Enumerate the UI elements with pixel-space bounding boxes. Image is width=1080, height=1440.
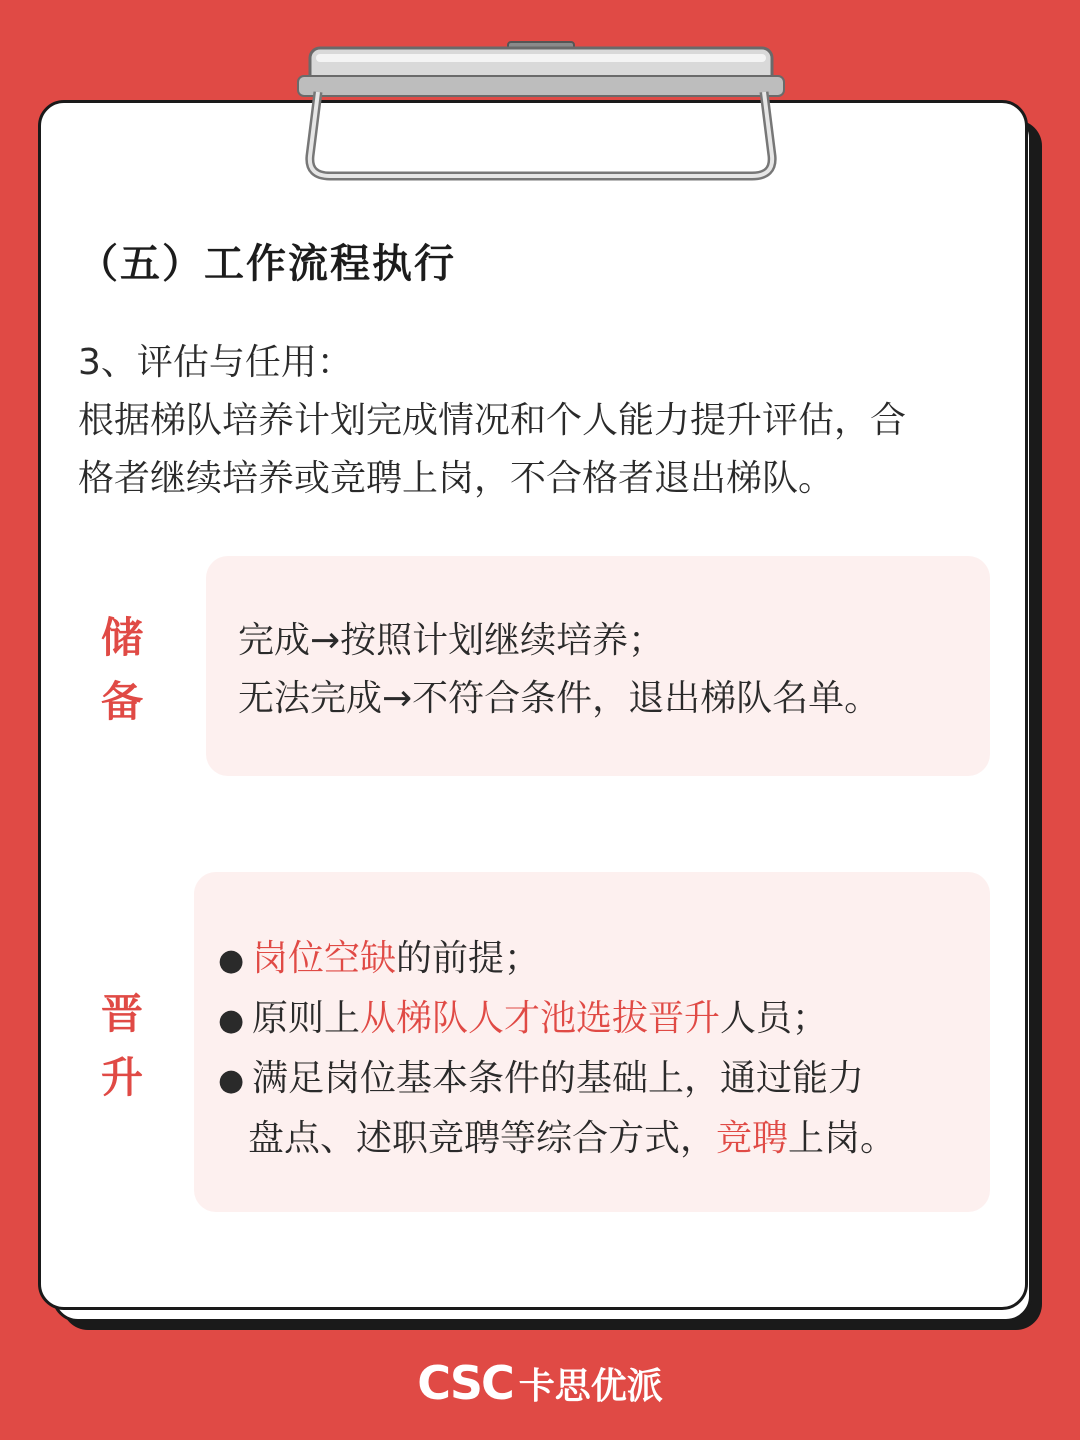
list-item [218, 1050, 896, 1110]
list-item [218, 930, 896, 990]
reserve-line: 完成→按照计划继续培养； [238, 620, 665, 661]
highlight-text: 岗位空缺 [252, 938, 397, 979]
clipboard-clip-icon [296, 36, 786, 196]
highlight-text: 从梯队人才池选拔晋升 [360, 998, 721, 1039]
body-line: 根据梯队培养计划完成情况和个人能力提升评估，合 [78, 400, 907, 441]
body-line: 格者继续培养或竞聘上岗，不合格者退出梯队。 [78, 458, 835, 499]
promote-label-char: 晋 [100, 989, 143, 1038]
bullet-icon: ● [218, 943, 245, 978]
promote-label-char: 升 [100, 1053, 143, 1102]
bullet-icon: ● [218, 1063, 245, 1098]
brand-chinese: 卡思优派 [518, 1365, 663, 1407]
reserve-label-char: 储 [100, 613, 143, 662]
highlight-text: 竞聘 [716, 1118, 789, 1159]
bullet-icon: ● [218, 1003, 245, 1038]
item-text: 原则上 [252, 998, 361, 1039]
promote-list [218, 930, 896, 1168]
item-text: 上岗。 [788, 1118, 897, 1159]
reserve-label [100, 606, 144, 734]
reserve-text [238, 612, 880, 728]
list-item-continuation [218, 1110, 896, 1168]
item-text: 盘点、述职竞聘等综合方式， [248, 1118, 717, 1159]
list-item [218, 990, 896, 1050]
brand-latin: CSC [417, 1356, 513, 1410]
reserve-label-char: 备 [100, 677, 143, 726]
promote-label [100, 982, 144, 1110]
section-heading: （五）工作流程执行 [78, 241, 456, 287]
item-text: 的前提； [396, 938, 541, 979]
sub-heading: 3、评估与任用： [78, 342, 353, 383]
brand-logo [0, 1356, 1080, 1410]
item-text: 满足岗位基本条件的基础上，通过能力 [252, 1058, 865, 1099]
body-paragraph [78, 392, 1008, 508]
reserve-line: 无法完成→不符合条件，退出梯队名单。 [238, 678, 881, 719]
item-text: 人员； [720, 998, 829, 1039]
